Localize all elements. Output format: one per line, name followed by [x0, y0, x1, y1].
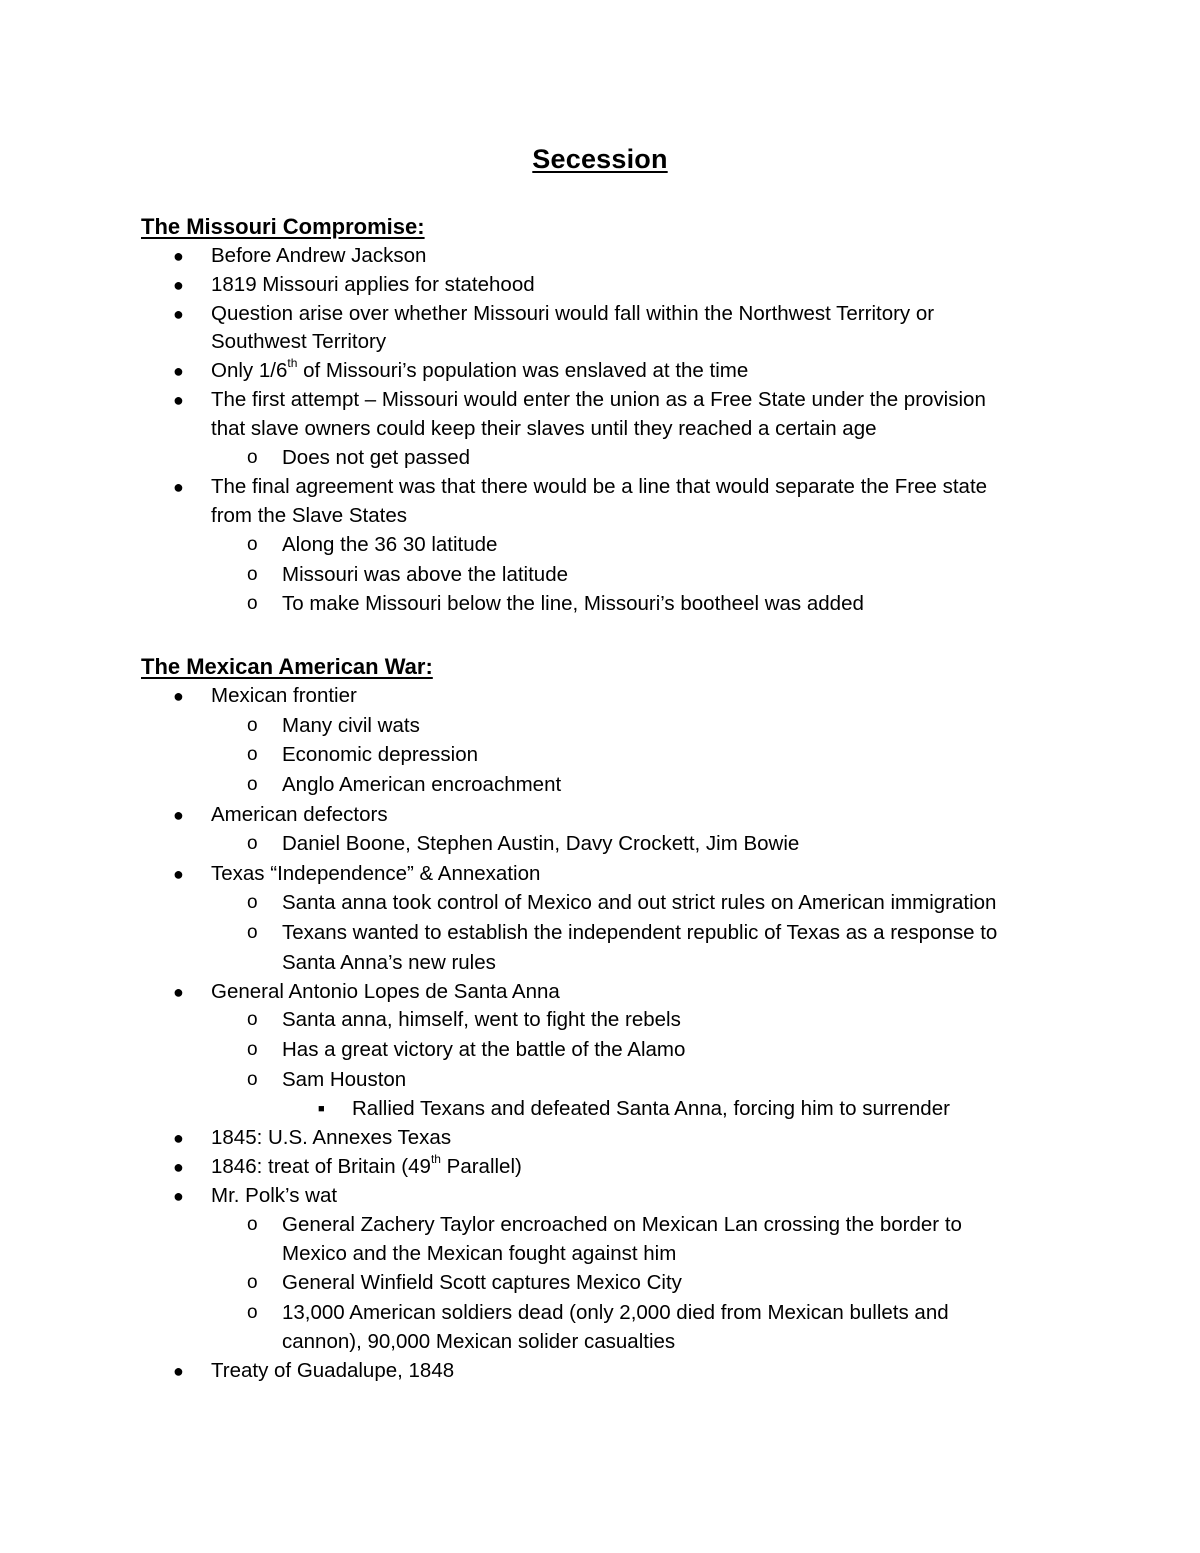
list-item: Economic depression	[282, 743, 478, 766]
bullet-circle-icon: o	[247, 1039, 258, 1060]
list-item: Mexican frontier	[211, 684, 357, 707]
bullet-circle-icon: o	[247, 1302, 258, 1323]
list-item: Santa anna, himself, went to fight the rebels	[282, 1008, 681, 1031]
list-item: Has a great victory at the battle of the Alamo	[282, 1038, 686, 1061]
bullet-square-icon: ■	[318, 1103, 325, 1115]
list-item: 1846: treat of Britain (49th Parallel)	[211, 1152, 522, 1178]
list-item-continuation: Mexico and the Mexican fought against him	[282, 1242, 677, 1265]
bullet-circle-icon: o	[247, 715, 258, 736]
list-item: Missouri was above the latitude	[282, 563, 569, 586]
list-item: General Winfield Scott captures Mexico City	[282, 1271, 682, 1294]
bullet-disc-icon: ●	[173, 864, 184, 884]
list-item: 13,000 American soldiers dead (only 2,000 died from Mexican bullets and	[282, 1301, 949, 1324]
list-item: Texans wanted to establish the independent republic of Texas as a response to	[282, 921, 998, 944]
bullet-circle-icon: o	[247, 564, 258, 585]
list-item-continuation: cannon), 90,000 Mexican solider casualties	[282, 1330, 676, 1353]
bullet-circle-icon: o	[247, 1069, 258, 1090]
bullet-disc-icon: ●	[173, 275, 184, 295]
bullet-disc-icon: ●	[173, 390, 184, 410]
bullet-disc-icon: ●	[173, 246, 184, 266]
bullet-circle-icon: o	[247, 593, 258, 614]
list-item: Does not get passed	[282, 446, 471, 469]
page-title: Secession	[532, 144, 668, 174]
list-item-continuation: Santa Anna’s new rules	[282, 951, 496, 974]
list-item: Many civil wats	[282, 714, 420, 737]
list-item: Before Andrew Jackson	[211, 244, 427, 267]
list-item: The first attempt – Missouri would enter the union as a Free State under the provision	[211, 388, 986, 411]
list-item: Rallied Texans and defeated Santa Anna, forcing him to surrender	[352, 1097, 950, 1120]
list-item: Along the 36 30 latitude	[282, 533, 498, 556]
bullet-circle-icon: o	[247, 774, 258, 795]
bullet-disc-icon: ●	[173, 477, 184, 497]
bullet-disc-icon: ●	[173, 361, 184, 381]
section-heading: The Mexican American War:	[141, 654, 433, 679]
list-item: Santa anna took control of Mexico and out strict rules on American immigration	[282, 891, 997, 914]
bullet-circle-icon: o	[247, 744, 258, 765]
list-item: Treaty of Guadalupe, 1848	[211, 1359, 455, 1382]
list-item: Question arise over whether Missouri would fall within the Northwest Territory or	[211, 302, 935, 325]
list-item: 1819 Missouri applies for statehood	[211, 273, 535, 296]
bullet-disc-icon: ●	[173, 1157, 184, 1177]
list-item: Anglo American encroachment	[282, 773, 562, 796]
list-item: Daniel Boone, Stephen Austin, Davy Crockett, Jim Bowie	[282, 832, 800, 855]
section-heading: The Missouri Compromise:	[141, 214, 425, 239]
list-item: American defectors	[211, 803, 388, 826]
bullet-circle-icon: o	[247, 922, 258, 943]
list-item: Only 1/6th of Missouri’s population was enslaved at the time	[211, 356, 749, 382]
list-item-continuation: that slave owners could keep their slaves until they reached a certain age	[211, 417, 877, 440]
bullet-circle-icon: o	[247, 534, 258, 555]
list-item: Sam Houston	[282, 1068, 407, 1091]
list-item: 1845: U.S. Annexes Texas	[211, 1126, 452, 1149]
list-item: General Antonio Lopes de Santa Anna	[211, 980, 560, 1003]
list-item: Mr. Polk’s wat	[211, 1184, 338, 1207]
bullet-disc-icon: ●	[173, 304, 184, 324]
bullet-disc-icon: ●	[173, 1361, 184, 1381]
bullet-circle-icon: o	[247, 833, 258, 854]
bullet-disc-icon: ●	[173, 1186, 184, 1206]
bullet-circle-icon: o	[247, 447, 258, 468]
list-item-continuation: from the Slave States	[211, 504, 407, 527]
bullet-disc-icon: ●	[173, 686, 184, 706]
list-item: To make Missouri below the line, Missouri’s bootheel was added	[282, 592, 864, 615]
list-item: General Zachery Taylor encroached on Mexican Lan crossing the border to	[282, 1213, 962, 1236]
bullet-disc-icon: ●	[173, 1128, 184, 1148]
list-item-continuation: Southwest Territory	[211, 330, 387, 353]
list-item: Texas “Independence” & Annexation	[211, 862, 541, 885]
bullet-circle-icon: o	[247, 892, 258, 913]
bullet-circle-icon: o	[247, 1272, 258, 1293]
bullet-disc-icon: ●	[173, 982, 184, 1002]
bullet-circle-icon: o	[247, 1009, 258, 1030]
bullet-disc-icon: ●	[173, 805, 184, 825]
list-item: The final agreement was that there would be a line that would separate the Free state	[211, 475, 988, 498]
bullet-circle-icon: o	[247, 1214, 258, 1235]
